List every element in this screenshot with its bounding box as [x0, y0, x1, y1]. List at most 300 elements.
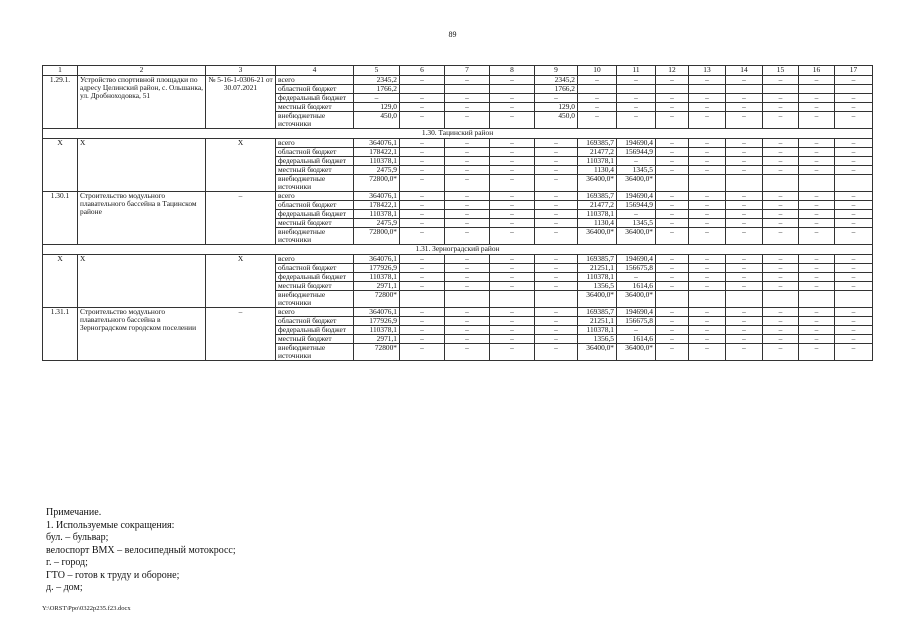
funding-source-cell: федеральный бюджет [276, 210, 354, 219]
value-cell: – [689, 282, 726, 291]
value-cell: – [490, 76, 535, 85]
value-cell [656, 175, 689, 192]
funding-source-cell: областной бюджет [276, 85, 354, 94]
value-cell: – [400, 112, 445, 129]
value-cell: – [689, 255, 726, 264]
value-cell: – [490, 175, 535, 192]
value-cell: – [445, 273, 490, 282]
value-cell: – [400, 210, 445, 219]
value-cell: – [490, 228, 535, 245]
funding-source-cell: всего [276, 308, 354, 317]
value-cell [799, 175, 835, 192]
value-cell: – [445, 139, 490, 148]
value-cell: 1130,4 [578, 166, 617, 175]
value-cell: – [490, 210, 535, 219]
column-number: 15 [763, 66, 799, 76]
value-cell: – [763, 344, 799, 361]
value-cell: – [400, 264, 445, 273]
value-cell: – [689, 103, 726, 112]
value-cell: 21477,2 [578, 148, 617, 157]
value-cell: – [617, 103, 656, 112]
value-cell: – [490, 148, 535, 157]
value-cell: 129,0 [535, 103, 578, 112]
value-cell: – [835, 76, 873, 85]
value-cell: – [578, 76, 617, 85]
value-cell: – [656, 157, 689, 166]
value-cell [763, 85, 799, 94]
value-cell: 36400,0* [578, 175, 617, 192]
table-row [43, 308, 873, 317]
value-cell: – [726, 317, 763, 326]
value-cell: – [490, 335, 535, 344]
value-cell: – [835, 201, 873, 210]
value-cell: – [799, 228, 835, 245]
value-cell: – [445, 326, 490, 335]
value-cell: – [535, 228, 578, 245]
value-cell [490, 85, 535, 94]
value-cell: 21251,1 [578, 264, 617, 273]
value-cell: – [799, 76, 835, 85]
value-cell: 169385,7 [578, 255, 617, 264]
value-cell: 110378,1 [354, 326, 400, 335]
value-cell: – [835, 139, 873, 148]
value-cell: – [656, 94, 689, 103]
column-number: 12 [656, 66, 689, 76]
value-cell: – [726, 139, 763, 148]
value-cell: – [578, 103, 617, 112]
value-cell: – [656, 317, 689, 326]
column-number: 14 [726, 66, 763, 76]
value-cell: 178422,1 [354, 201, 400, 210]
funding-source-cell: федеральный бюджет [276, 273, 354, 282]
value-cell: 72800,0* [354, 175, 400, 192]
value-cell: – [400, 219, 445, 228]
value-cell: 72800,0* [354, 228, 400, 245]
budget-table [42, 65, 873, 361]
column-number: 6 [400, 66, 445, 76]
value-cell: – [656, 166, 689, 175]
value-cell: – [689, 335, 726, 344]
value-cell: – [445, 228, 490, 245]
value-cell: – [763, 94, 799, 103]
value-cell: – [578, 112, 617, 129]
value-cell: – [799, 326, 835, 335]
value-cell: – [763, 192, 799, 201]
value-cell: – [689, 317, 726, 326]
value-cell: – [726, 94, 763, 103]
value-cell: – [763, 219, 799, 228]
value-cell: – [689, 76, 726, 85]
value-cell: – [799, 103, 835, 112]
value-cell: – [400, 255, 445, 264]
value-cell: – [799, 139, 835, 148]
value-cell: 156944,9 [617, 201, 656, 210]
value-cell: – [835, 255, 873, 264]
value-cell: – [763, 228, 799, 245]
value-cell: – [656, 335, 689, 344]
value-cell: – [445, 103, 490, 112]
value-cell: – [656, 103, 689, 112]
value-cell: – [490, 112, 535, 129]
value-cell: – [400, 335, 445, 344]
value-cell: 110378,1 [354, 210, 400, 219]
value-cell: – [617, 76, 656, 85]
value-cell: – [400, 157, 445, 166]
value-cell: – [535, 192, 578, 201]
value-cell: – [656, 326, 689, 335]
value-cell: – [445, 219, 490, 228]
value-cell: – [535, 344, 578, 361]
funding-source-cell: внебюджетные источники [276, 291, 354, 308]
value-cell: – [656, 344, 689, 361]
value-cell: 364076,1 [354, 308, 400, 317]
value-cell: – [656, 139, 689, 148]
value-cell: – [835, 326, 873, 335]
funding-source-cell: местный бюджет [276, 166, 354, 175]
value-cell: – [763, 148, 799, 157]
funding-source-cell: местный бюджет [276, 335, 354, 344]
value-cell: – [835, 335, 873, 344]
value-cell: – [763, 157, 799, 166]
funding-source-cell: всего [276, 255, 354, 264]
value-cell [726, 291, 763, 308]
value-cell: – [726, 219, 763, 228]
value-cell: – [799, 148, 835, 157]
funding-source-cell: федеральный бюджет [276, 94, 354, 103]
value-cell: – [400, 103, 445, 112]
column-number: 4 [276, 66, 354, 76]
value-cell: – [656, 308, 689, 317]
value-cell: – [763, 76, 799, 85]
value-cell: 21251,1 [578, 317, 617, 326]
item-id-cell: Х [43, 255, 78, 308]
value-cell: – [445, 335, 490, 344]
value-cell: – [445, 192, 490, 201]
note-line: ГТО – готов к труду и обороне; [46, 569, 180, 581]
value-cell: – [763, 139, 799, 148]
value-cell: – [656, 76, 689, 85]
table-row [43, 255, 873, 264]
value-cell: – [445, 344, 490, 361]
value-cell: – [617, 273, 656, 282]
value-cell: – [835, 344, 873, 361]
value-cell: – [445, 76, 490, 85]
value-cell: – [535, 157, 578, 166]
value-cell: – [763, 317, 799, 326]
column-number: 1 [43, 66, 78, 76]
value-cell: – [689, 273, 726, 282]
value-cell: – [656, 282, 689, 291]
value-cell [835, 291, 873, 308]
value-cell: – [835, 157, 873, 166]
value-cell: 194690,4 [617, 139, 656, 148]
value-cell: – [689, 210, 726, 219]
column-number: 10 [578, 66, 617, 76]
value-cell: – [689, 264, 726, 273]
value-cell: – [726, 273, 763, 282]
value-cell: 450,0 [535, 112, 578, 129]
value-cell: – [726, 201, 763, 210]
value-cell: – [799, 264, 835, 273]
value-cell: – [445, 148, 490, 157]
value-cell [656, 85, 689, 94]
value-cell: – [445, 94, 490, 103]
value-cell: – [400, 317, 445, 326]
value-cell: – [835, 308, 873, 317]
value-cell: – [799, 308, 835, 317]
funding-source-cell: внебюджетные источники [276, 344, 354, 361]
value-cell [726, 85, 763, 94]
value-cell: – [535, 166, 578, 175]
value-cell: 72800* [354, 344, 400, 361]
value-cell: – [400, 228, 445, 245]
value-cell: – [445, 308, 490, 317]
value-cell: 110378,1 [578, 273, 617, 282]
value-cell: 36400,0* [578, 228, 617, 245]
value-cell: – [490, 166, 535, 175]
value-cell: 36400,0* [617, 228, 656, 245]
value-cell: – [490, 282, 535, 291]
value-cell: – [689, 201, 726, 210]
value-cell: – [445, 282, 490, 291]
column-number: 8 [490, 66, 535, 76]
value-cell: – [689, 228, 726, 245]
value-cell: – [689, 308, 726, 317]
item-ref-cell: № 5-16-1-0306-21 от 30.07.2021 [206, 76, 276, 129]
funding-source-cell: местный бюджет [276, 219, 354, 228]
value-cell: – [689, 344, 726, 361]
value-cell: 178422,1 [354, 148, 400, 157]
value-cell: – [799, 201, 835, 210]
value-cell: – [445, 157, 490, 166]
table-row [43, 192, 873, 201]
value-cell: – [400, 192, 445, 201]
value-cell: – [656, 112, 689, 129]
section-row [43, 129, 873, 139]
table-body [43, 66, 873, 361]
value-cell: 364076,1 [354, 139, 400, 148]
value-cell: 2971,1 [354, 282, 400, 291]
value-cell: 169385,7 [578, 139, 617, 148]
value-cell: – [535, 201, 578, 210]
value-cell [445, 85, 490, 94]
value-cell: – [490, 201, 535, 210]
value-cell: – [400, 94, 445, 103]
value-cell: – [689, 157, 726, 166]
value-cell [763, 175, 799, 192]
value-cell: 194690,4 [617, 255, 656, 264]
value-cell: – [445, 175, 490, 192]
item-name-cell: Х [78, 255, 206, 308]
value-cell: – [535, 317, 578, 326]
value-cell: 1614,6 [617, 282, 656, 291]
value-cell: – [763, 112, 799, 129]
item-name-cell: Х [78, 139, 206, 192]
note-line: бул. – бульвар; [46, 532, 109, 543]
value-cell: – [763, 264, 799, 273]
value-cell: – [490, 94, 535, 103]
value-cell: – [535, 335, 578, 344]
value-cell: 2971,1 [354, 335, 400, 344]
value-cell: – [763, 103, 799, 112]
value-cell: – [799, 192, 835, 201]
file-path-footer: Y:\ORST\Ppo\0322p235.f23.docx [42, 605, 131, 612]
table-row [43, 76, 873, 85]
value-cell: 2475,9 [354, 219, 400, 228]
value-cell: – [689, 139, 726, 148]
value-cell: – [400, 201, 445, 210]
value-cell: – [445, 201, 490, 210]
value-cell: – [578, 94, 617, 103]
value-cell: – [726, 344, 763, 361]
funding-source-cell: областной бюджет [276, 148, 354, 157]
value-cell: – [400, 148, 445, 157]
value-cell [400, 85, 445, 94]
value-cell: – [617, 157, 656, 166]
value-cell [656, 291, 689, 308]
value-cell: 156675,8 [617, 264, 656, 273]
value-cell: – [445, 264, 490, 273]
value-cell: 21477,2 [578, 201, 617, 210]
item-ref-cell: Х [206, 255, 276, 308]
value-cell [726, 175, 763, 192]
value-cell: 110378,1 [578, 326, 617, 335]
value-cell: – [726, 166, 763, 175]
value-cell: – [835, 228, 873, 245]
value-cell: – [617, 326, 656, 335]
value-cell: – [445, 317, 490, 326]
value-cell: – [799, 94, 835, 103]
value-cell: – [726, 308, 763, 317]
value-cell: – [354, 94, 400, 103]
value-cell: – [656, 273, 689, 282]
column-number: 11 [617, 66, 656, 76]
note-line: д. – дом; [46, 582, 83, 593]
value-cell: 2345,2 [354, 76, 400, 85]
funding-source-cell: федеральный бюджет [276, 326, 354, 335]
item-id-cell: 1.30.1 [43, 192, 78, 245]
value-cell: – [535, 282, 578, 291]
column-number: 9 [535, 66, 578, 76]
value-cell: – [835, 273, 873, 282]
value-cell: 450,0 [354, 112, 400, 129]
value-cell: – [445, 166, 490, 175]
value-cell: 110378,1 [578, 210, 617, 219]
value-cell: – [689, 192, 726, 201]
notes-block [46, 507, 236, 595]
value-cell: – [835, 317, 873, 326]
value-cell: 1614,6 [617, 335, 656, 344]
value-cell [689, 291, 726, 308]
value-cell: 156944,9 [617, 148, 656, 157]
value-cell: – [763, 282, 799, 291]
funding-source-cell: областной бюджет [276, 264, 354, 273]
table-row [43, 139, 873, 148]
value-cell: – [617, 94, 656, 103]
value-cell: – [726, 255, 763, 264]
value-cell: – [400, 175, 445, 192]
value-cell: 2345,2 [535, 76, 578, 85]
value-cell: – [689, 94, 726, 103]
value-cell: – [799, 166, 835, 175]
value-cell: – [689, 166, 726, 175]
value-cell [445, 291, 490, 308]
value-cell: – [835, 210, 873, 219]
value-cell: – [835, 282, 873, 291]
value-cell: – [689, 326, 726, 335]
value-cell: – [799, 344, 835, 361]
section-title: 1.30. Тацинский район [43, 129, 873, 139]
value-cell: – [799, 112, 835, 129]
value-cell: – [656, 228, 689, 245]
value-cell: – [799, 273, 835, 282]
section-row [43, 245, 873, 255]
value-cell: – [535, 273, 578, 282]
value-cell: – [726, 103, 763, 112]
column-number: 16 [799, 66, 835, 76]
value-cell: 1356,5 [578, 282, 617, 291]
value-cell: – [490, 273, 535, 282]
value-cell: – [445, 112, 490, 129]
value-cell: – [535, 264, 578, 273]
value-cell: – [535, 210, 578, 219]
value-cell: – [726, 192, 763, 201]
item-ref-cell: Х [206, 139, 276, 192]
value-cell: – [799, 317, 835, 326]
value-cell [535, 291, 578, 308]
value-cell: – [400, 273, 445, 282]
value-cell: – [726, 264, 763, 273]
value-cell: – [763, 308, 799, 317]
note-line: Примечание. [46, 507, 102, 518]
funding-source-cell: областной бюджет [276, 317, 354, 326]
item-name-cell: Строительство модульного плавательного бассейна в Тацинском районе [78, 192, 206, 245]
section-title: 1.31. Зерноградский район [43, 245, 873, 255]
value-cell: – [763, 273, 799, 282]
value-cell: – [799, 219, 835, 228]
value-cell: – [535, 255, 578, 264]
value-cell: – [656, 148, 689, 157]
value-cell: – [763, 210, 799, 219]
value-cell [799, 291, 835, 308]
value-cell: – [490, 308, 535, 317]
value-cell: 36400,0* [617, 344, 656, 361]
column-number: 5 [354, 66, 400, 76]
item-ref-cell: – [206, 192, 276, 245]
value-cell: – [763, 201, 799, 210]
funding-source-cell: областной бюджет [276, 201, 354, 210]
value-cell: – [726, 228, 763, 245]
value-cell: – [656, 192, 689, 201]
page-number: 89 [448, 30, 457, 39]
value-cell: – [535, 308, 578, 317]
value-cell: – [490, 192, 535, 201]
value-cell: – [799, 255, 835, 264]
value-cell: 194690,4 [617, 308, 656, 317]
value-cell: – [400, 166, 445, 175]
value-cell: – [656, 264, 689, 273]
value-cell: 194690,4 [617, 192, 656, 201]
value-cell: – [490, 255, 535, 264]
item-id-cell: 1.29.1. [43, 76, 78, 129]
value-cell [400, 291, 445, 308]
value-cell: 1356,5 [578, 335, 617, 344]
value-cell: – [490, 157, 535, 166]
value-cell: – [835, 192, 873, 201]
value-cell: – [835, 94, 873, 103]
value-cell: – [400, 282, 445, 291]
value-cell: – [763, 255, 799, 264]
